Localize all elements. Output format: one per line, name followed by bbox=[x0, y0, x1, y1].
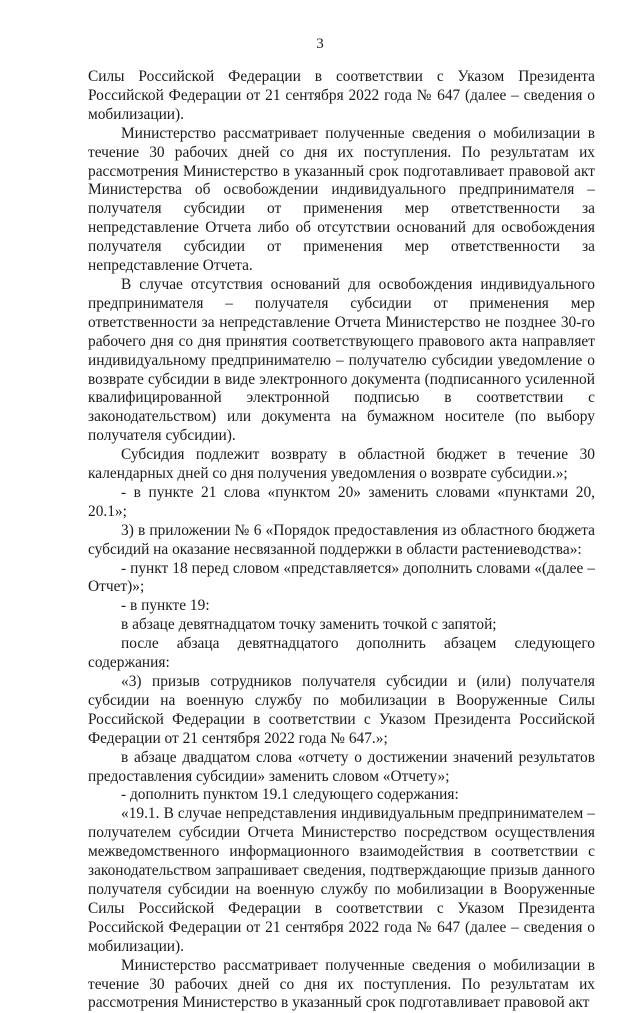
paragraph: - дополнить пунктом 19.1 следующего содержания: bbox=[121, 786, 459, 804]
paragraph: Министерство рассматривает полученные сведения о мобилизации в течение 30 рабочих дней со дня их поступления. По результатам их рассмотрения Министерство в указанный срок подготавливает правовой акт Министерства об освобождении индивидуального предпринимателя – получателя субсидии от применения мер ответственности за непредставление Отчета либо об отсутствии оснований для освобождения получателя субсидии от применения мер ответственности за непредставление Отчета. bbox=[88, 124, 595, 275]
paragraph: «19.1. В случае непредставления индивидуальным предпринимателем – получателем субсидии Отчета Министерство посредством осуществления межведомственного информационного взаимодействия в соответствии с законодательством запрашивает сведения, подтверждающие призыв данного получателя субсидии на военную службу по мобилизации в Вооруженные Силы Российской Федерации в соответствии с Указом Президента Российской Федерации от 21 сентября 2022 года № 647 (далее – сведения о мобилизации). bbox=[88, 805, 595, 955]
page-number: 3 bbox=[316, 36, 324, 52]
paragraph: - в пункте 21 слова «пунктом 20» заменить словами «пунктами 20, 20.1»; bbox=[88, 483, 595, 520]
paragraph: В случае отсутствия оснований для освобождения индивидуального предпринимателя – получателя субсидии от применения мер ответственности за непредставление Отчета Министерство не позднее 30-го рабочего дня со дня принятия соответствующего правового акта направляет индивидуальному предпринимателю – получателю субсидии уведомление о возврате субсидии в виде электронного документа (подписанного усиленной квалифицированной электронной подписью в соответствии с законодательством) или документа на бумажном носителе (по выбору получателя субсидии). bbox=[88, 275, 595, 445]
paragraph: в абзаце двадцатом слова «отчету о достижении значений результатов предоставления субсидии» заменить словом «Отчету»; bbox=[88, 748, 595, 785]
paragraph: в абзаце девятнадцатом точку заменить точкой с запятой; bbox=[121, 616, 497, 634]
document-body bbox=[88, 68, 595, 1013]
paragraph: «3) призыв сотрудников получателя субсидии и (или) получателя субсидии на военную службу по мобилизации в Вооруженные Силы Российской Федерации в соответствии с Указом Президента Российской Федерации от 21 сентября 2022 года № 647.»; bbox=[88, 673, 595, 747]
paragraph: 3) в приложении № 6 «Порядок предоставления из областного бюджета субсидий на оказание несвязанной поддержки в области растениеводства»: bbox=[88, 521, 595, 558]
paragraph: Субсидия подлежит возврату в областной бюджет в течение 30 календарных дней со дня получения уведомления о возврате субсидии.»; bbox=[88, 446, 595, 483]
paragraph: Силы Российской Федерации в соответствии с Указом Президента Российской Федерации от 21 сентября 2022 года № 647 (далее – сведения о мобилизации). bbox=[88, 68, 595, 123]
paragraph: Министерство рассматривает полученные сведения о мобилизации в течение 30 рабочих дней со дня их поступления. По результатам их рассмотрения Министерство в указанный срок подготавливает правовой акт bbox=[88, 956, 595, 1012]
paragraph: - пункт 18 перед словом «представляется» дополнить словами «(далее – Отчет)»; bbox=[88, 559, 595, 596]
paragraph: после абзаца девятнадцатого дополнить абзацем следующего содержания: bbox=[88, 635, 595, 672]
paragraph: - в пункте 19: bbox=[121, 597, 210, 615]
